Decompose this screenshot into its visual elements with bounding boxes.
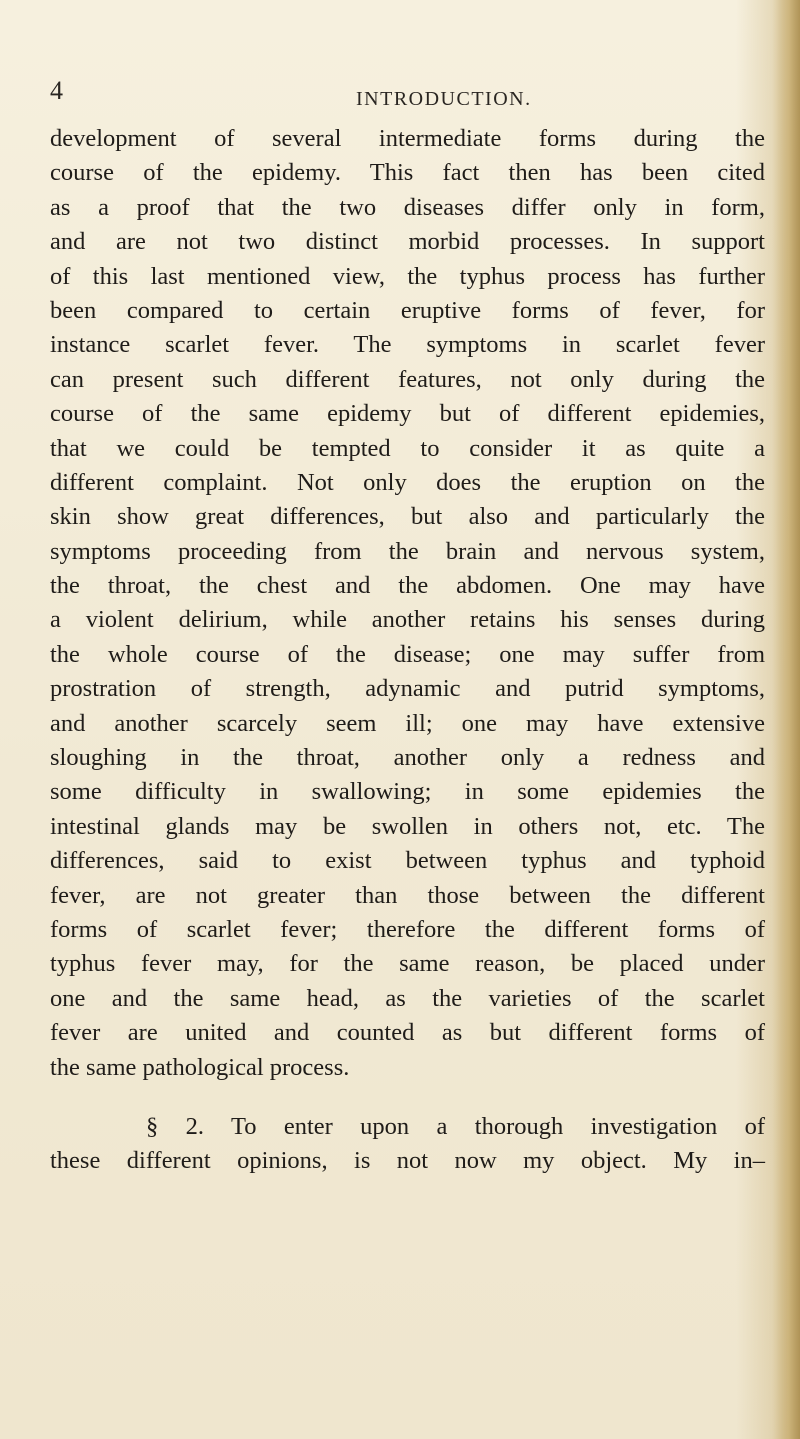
text-line: typhus fever may, for the same reason, be placed under bbox=[50, 950, 765, 978]
text-line: that we could be tempted to consider it as quite a bbox=[50, 434, 765, 462]
page-edge-shadow bbox=[772, 0, 800, 1439]
text-line: can present such different features, not only during the bbox=[50, 365, 765, 393]
text-line: forms of scarlet fever; therefore the different forms of bbox=[50, 915, 765, 943]
text-line: these different opinions, is not now my object. My in– bbox=[50, 1147, 765, 1175]
body-text bbox=[50, 122, 765, 1179]
text-line: one and the same head, as the varieties of the scarlet bbox=[50, 984, 765, 1012]
text-line: course of the same epidemy but of different epidemies, bbox=[50, 400, 765, 428]
text-line: the same pathological process. bbox=[50, 1053, 350, 1081]
text-line: and are not two distinct morbid processes. In support bbox=[50, 228, 765, 256]
running-head bbox=[50, 76, 770, 116]
text-line: § 2. To enter upon a thorough investigation of bbox=[146, 1112, 765, 1140]
text-line: a violent delirium, while another retains his senses during bbox=[50, 606, 765, 634]
text-line: skin show great differences, but also and particularly the bbox=[50, 503, 765, 531]
paragraph bbox=[50, 122, 765, 1085]
text-line: fever, are not greater than those between the different bbox=[50, 881, 765, 909]
page-number: 4 bbox=[50, 76, 63, 105]
paragraph bbox=[50, 1110, 765, 1179]
text-line: of this last mentioned view, the typhus process has further bbox=[50, 262, 765, 290]
text-line: prostration of strength, adynamic and putrid symptoms, bbox=[50, 675, 765, 703]
text-line: course of the epidemy. This fact then has been cited bbox=[50, 159, 765, 187]
text-line: differences, said to exist between typhus and typhoid bbox=[50, 847, 765, 875]
text-line: intestinal glands may be swollen in others not, etc. The bbox=[50, 812, 765, 840]
text-line: development of several intermediate forms during the bbox=[50, 125, 765, 152]
text-line: sloughing in the throat, another only a redness and bbox=[50, 744, 765, 772]
running-title: INTRODUCTION. bbox=[356, 88, 532, 110]
text-line: instance scarlet fever. The symptoms in scarlet fever bbox=[50, 331, 765, 359]
text-line: been compared to certain eruptive forms of fever, for bbox=[50, 296, 765, 324]
text-line: the throat, the chest and the abdomen. One may have bbox=[50, 572, 765, 600]
text-line: symptoms proceeding from the brain and nervous system, bbox=[50, 537, 765, 565]
text-line: as a proof that the two diseases differ only in form, bbox=[50, 193, 765, 221]
text-line: the whole course of the disease; one may suffer from bbox=[50, 640, 765, 668]
text-line: some difficulty in swallowing; in some epidemies the bbox=[50, 778, 765, 806]
paragraph-gap bbox=[50, 1085, 765, 1110]
text-line: fever are united and counted as but different forms of bbox=[50, 1019, 765, 1047]
text-line: different complaint. Not only does the eruption on the bbox=[50, 468, 765, 496]
text-line: and another scarcely seem ill; one may have extensive bbox=[50, 709, 765, 737]
